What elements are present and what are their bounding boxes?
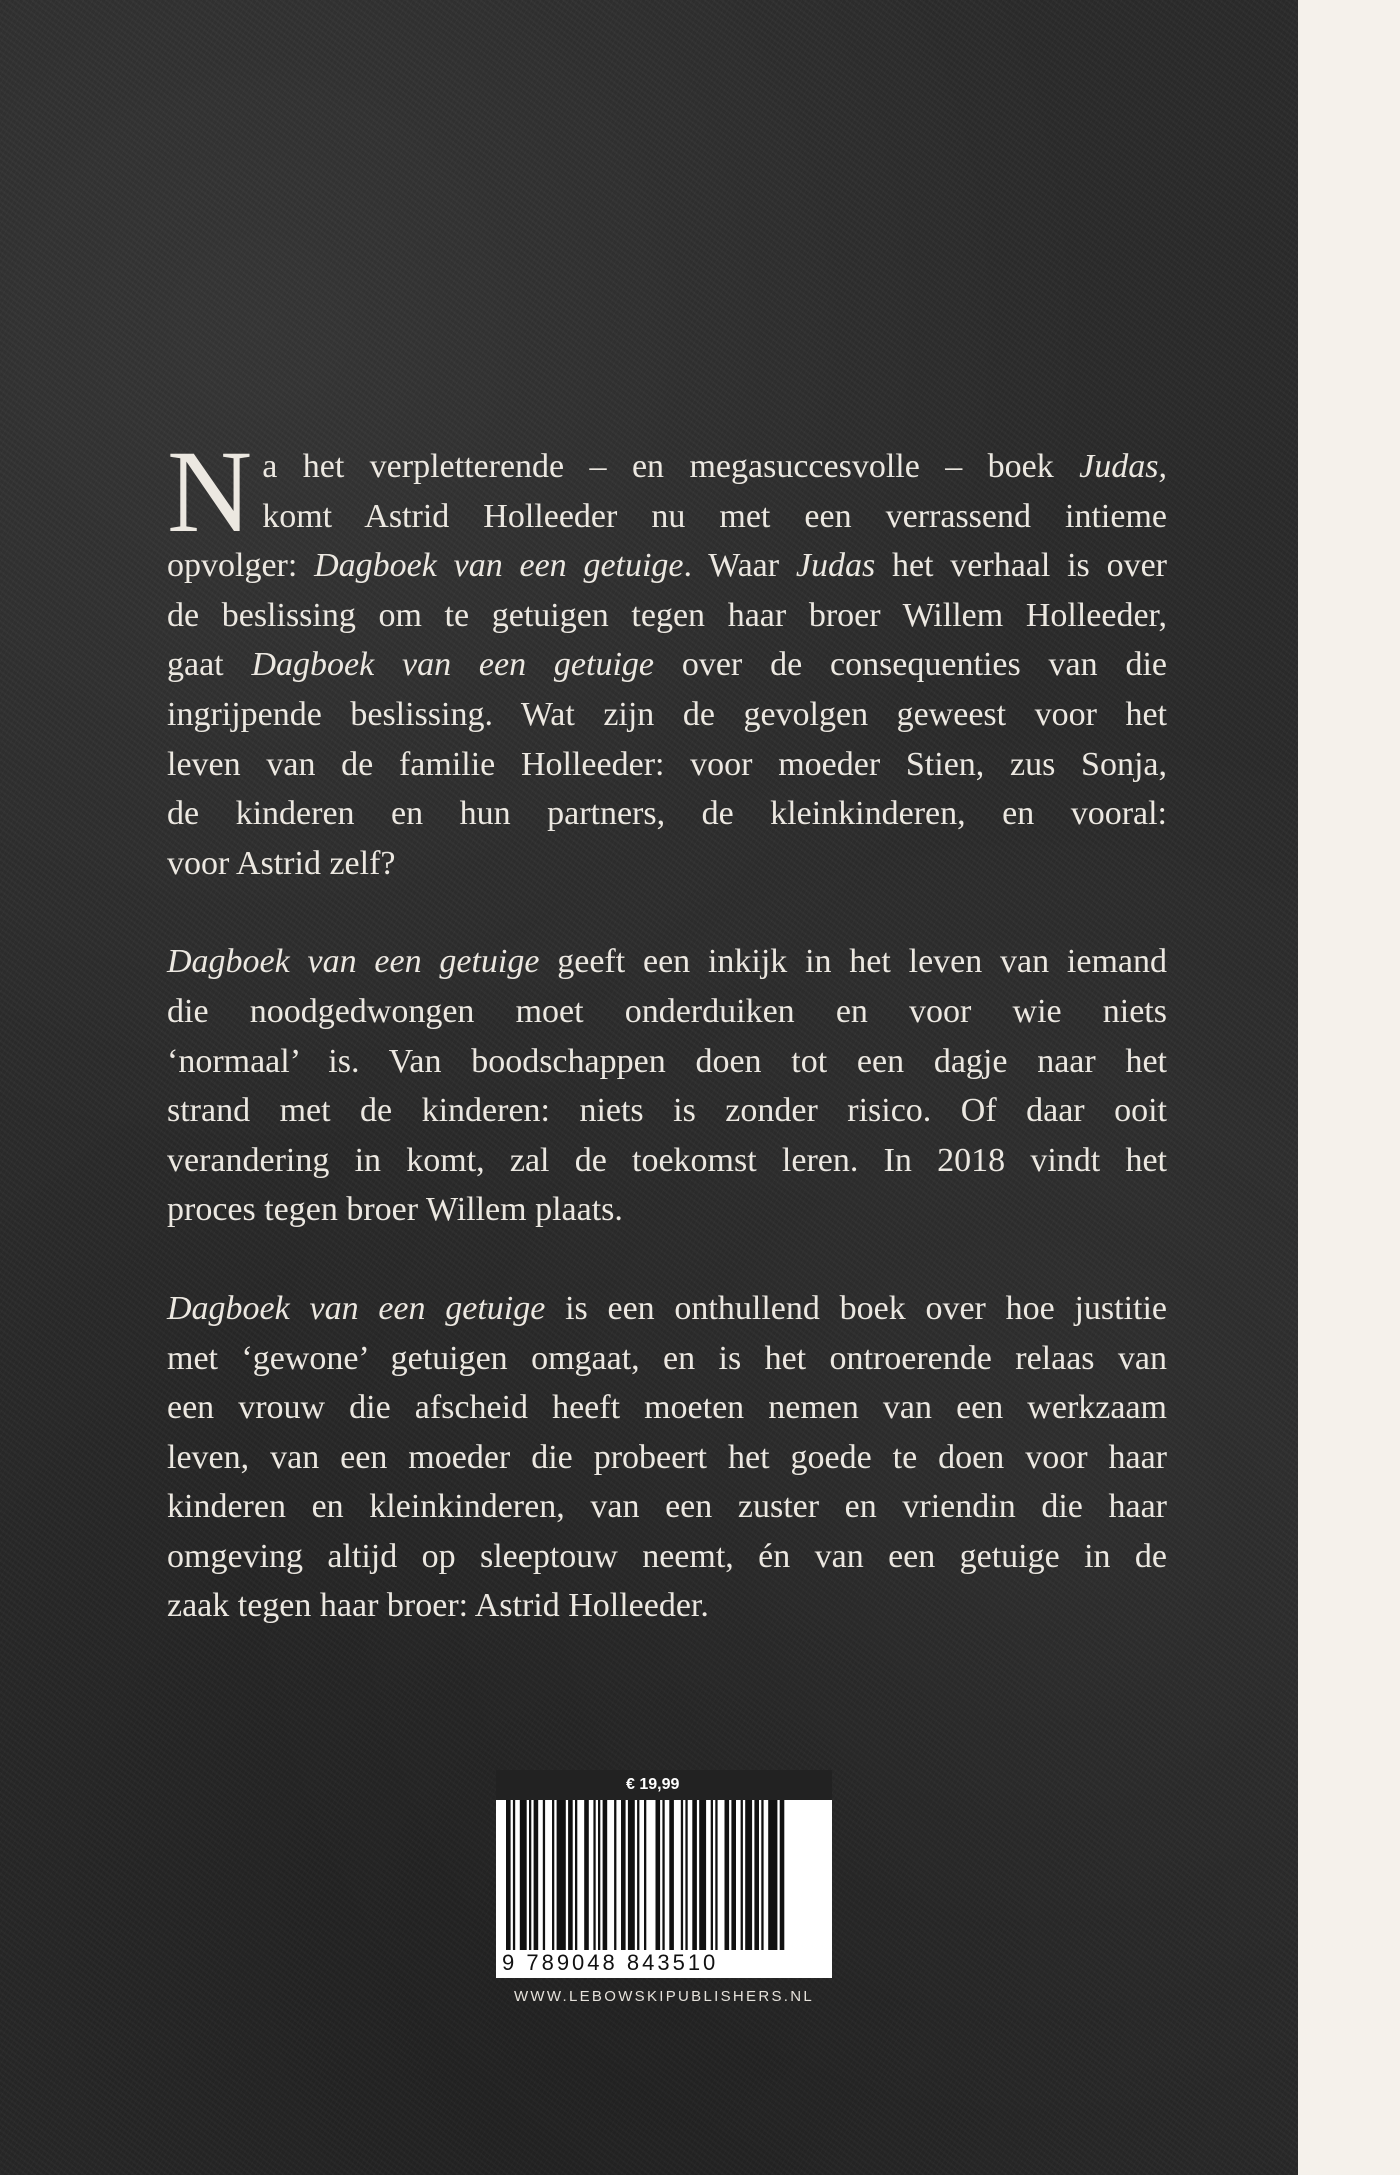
- barcode-bar: [603, 1800, 608, 1950]
- barcode-bar: [529, 1800, 531, 1950]
- barcode-bar: [699, 1800, 706, 1950]
- barcode-bar: [692, 1800, 697, 1950]
- blurb-line: verandering in komt, zal de toekomst leren. In 2018 vindt het: [167, 1141, 1167, 1179]
- blurb-line: proces tegen broer Willem plaats.: [167, 1191, 623, 1229]
- barcode-bar: [662, 1800, 664, 1950]
- barcode-bar: [621, 1800, 626, 1950]
- barcode-bar: [761, 1800, 763, 1950]
- blurb-line: gaat Dagboek van een getuige over de consequenties van die: [167, 646, 1167, 684]
- blurb-line: komt Astrid Holleeder nu met een verrassend intieme: [262, 497, 1167, 535]
- barcode-bar: [656, 1800, 661, 1950]
- blurb-line: een vrouw die afscheid heeft moeten nemen van een werkzaam: [167, 1389, 1167, 1427]
- barcode-bar: [543, 1800, 545, 1950]
- barcode-bar: [598, 1800, 600, 1950]
- blurb-text: [167, 426, 1167, 1631]
- blurb-line: Dagboek van een getuige is een onthullend boek over hoe justitie: [167, 1289, 1167, 1327]
- blurb-line: leven, van een moeder die probeert het goede te doen voor haar: [167, 1438, 1167, 1476]
- barcode-bars: [506, 1800, 822, 1950]
- blurb-line: de kinderen en hun partners, de kleinkinderen, en vooral:: [167, 795, 1167, 833]
- barcode-bar: [557, 1800, 566, 1950]
- barcode-bar: [644, 1800, 646, 1950]
- barcode-bar: [745, 1800, 752, 1950]
- isbn-digits: 9 789048 843510: [502, 1950, 719, 1975]
- blurb-line: a het verpletterende – en megasuccesvolle – boek Judas,: [262, 448, 1167, 485]
- barcode-block: [496, 1770, 832, 1978]
- blurb-line: omgeving altijd op sleeptouw neemt, én van een getuige in de: [167, 1537, 1167, 1575]
- barcode-bar: [681, 1800, 683, 1950]
- barcode-bar: [711, 1800, 713, 1950]
- barcode-bar: [520, 1800, 527, 1950]
- barcode-bar: [506, 1800, 511, 1950]
- blurb-paragraph-3: [167, 1284, 1167, 1631]
- barcode-bar: [754, 1800, 759, 1950]
- blurb-line: ingrijpende beslissing. Wat zijn de gevolgen geweest voor het: [167, 695, 1167, 733]
- barcode: [496, 1800, 832, 1978]
- barcode-bar: [552, 1800, 554, 1950]
- barcode-bar: [513, 1800, 515, 1950]
- drop-cap: N: [167, 426, 253, 557]
- barcode-bar: [741, 1800, 743, 1950]
- blurb-line: ‘normaal’ is. Van boodschappen doen tot een dagje naar het: [167, 1042, 1167, 1080]
- barcode-bar: [637, 1800, 639, 1950]
- blurb-line: die noodgedwongen moet onderduiken en voor wie niets: [167, 992, 1167, 1030]
- barcode-bar: [614, 1800, 616, 1950]
- barcode-bar: [780, 1800, 785, 1950]
- barcode-bar: [584, 1800, 589, 1950]
- blurb-line: leven van de familie Holleeder: voor moeder Stien, zus Sonja,: [167, 745, 1167, 783]
- blurb-line: de beslissing om te getuigen tegen haar broer Willem Holleeder,: [167, 596, 1167, 634]
- barcode-bar: [685, 1800, 687, 1950]
- blurb-line: voor Astrid zelf?: [167, 844, 396, 882]
- blurb-line: opvolger: Dagboek van een getuige. Waar Judas het verhaal is over: [167, 547, 1167, 585]
- barcode-bar: [575, 1800, 577, 1950]
- price-label: € 19,99: [496, 1770, 832, 1800]
- barcode-bar: [768, 1800, 777, 1950]
- blurb-line: zaak tegen haar broer: Astrid Holleeder.: [167, 1587, 709, 1625]
- blurb-paragraph-2: [167, 937, 1167, 1235]
- blurb-line: met ‘gewone’ getuigen omgaat, en is het ontroerende relaas van: [167, 1339, 1167, 1377]
- barcode-bar: [715, 1800, 717, 1950]
- publisher-url: WWW.LEBOWSKIPUBLISHERS.NL: [513, 1988, 815, 2005]
- blurb-line: strand met de kinderen: niets is zonder risico. Of daar ooit: [167, 1092, 1167, 1130]
- barcode-bar: [725, 1800, 730, 1950]
- barcode-bar: [628, 1800, 635, 1950]
- barcode-bar: [669, 1800, 674, 1950]
- blurb-line: Dagboek van een getuige geeft een inkijk in het leven van iemand: [167, 943, 1167, 981]
- barcode-bar: [534, 1800, 539, 1950]
- blurb-line: kinderen en kleinkinderen, van een zuster en vriendin die haar: [167, 1488, 1167, 1526]
- barcode-bar: [731, 1800, 736, 1950]
- barcode-bar: [593, 1800, 595, 1950]
- blurb-paragraph-1: [167, 426, 1167, 888]
- page-edge: [1298, 0, 1400, 2175]
- barcode-bar: [568, 1800, 573, 1950]
